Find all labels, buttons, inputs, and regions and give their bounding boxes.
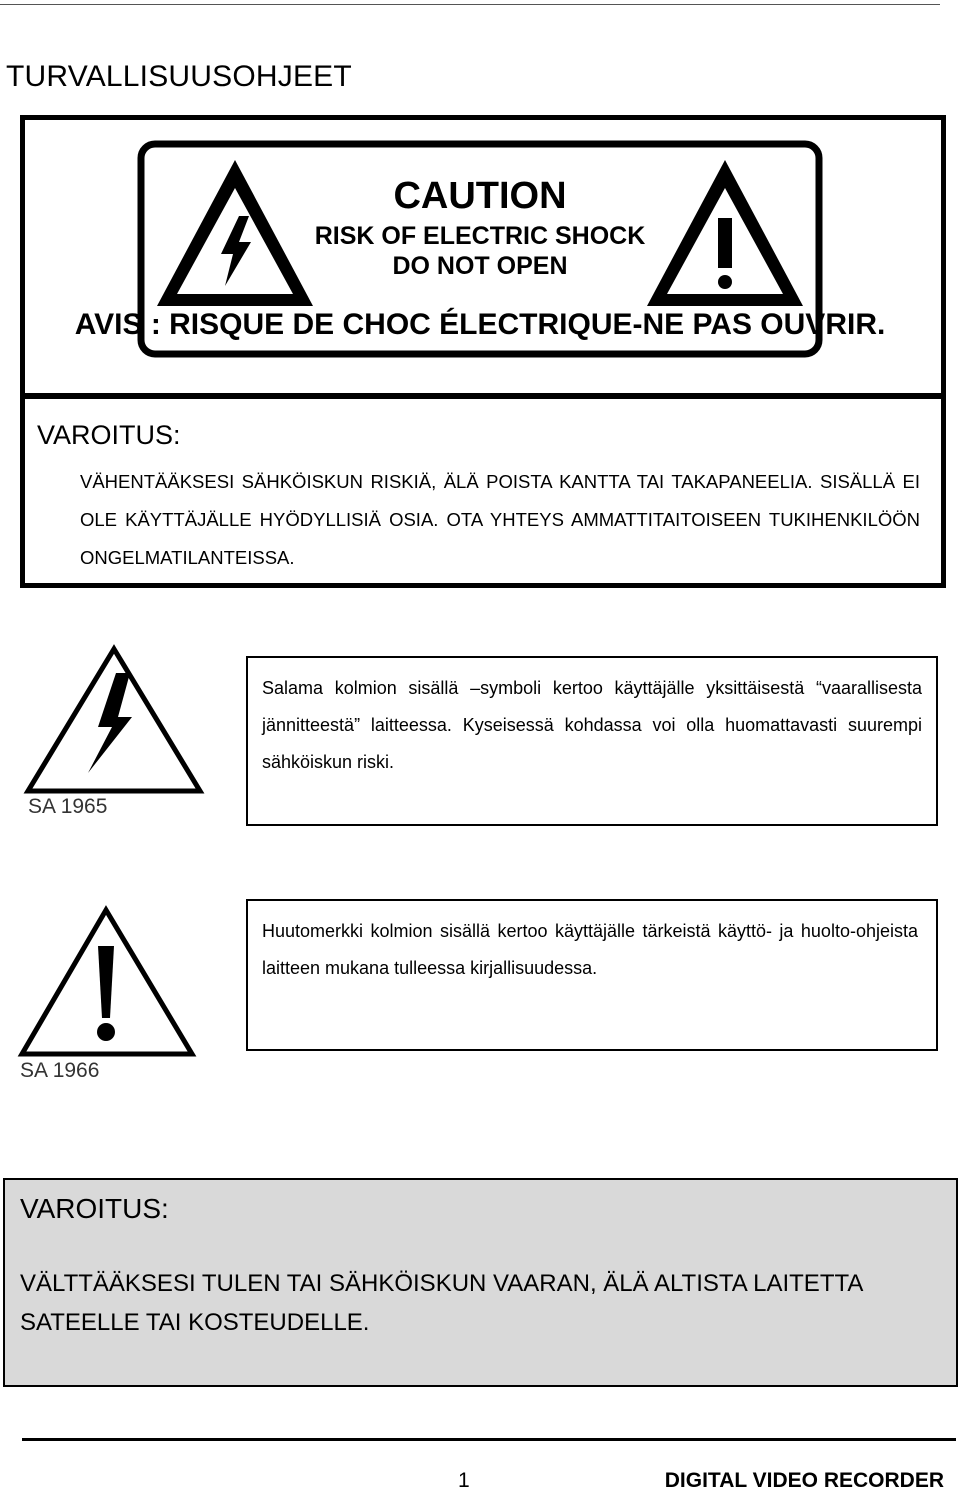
- warning2-box: [3, 1178, 958, 1387]
- page-number: 1: [458, 1469, 470, 1492]
- page-title: TURVALLISUUSOHJEET: [6, 60, 352, 93]
- exclamation-symbol-code: SA 1966: [20, 1059, 100, 1082]
- caution-divider: [25, 393, 941, 399]
- caution-heading: CAUTION: [393, 175, 567, 217]
- warning1-body: VÄHENTÄÄKSESI SÄHKÖISKUN RISKIÄ, ÄLÄ POISTA KANTTA TAI TAKAPANEELIA. SISÄLLÄ EI OLE KÄYTTÄJÄLLE HYÖDYLLISIÄ OSIA. OTA YHTEYS AMMATTITAITOISEEN TUKIHENKILÖÖN ONGELMATILANTEISSA.: [80, 471, 920, 568]
- caution-line1: RISK OF ELECTRIC SHOCK: [314, 222, 646, 250]
- exclamation-description: Huutomerkki kolmion sisällä kertoo käyttäjälle tärkeistä käyttö- ja huolto-ohjeista laitteen mukana tulleessa kirjallisuudessa.: [262, 921, 918, 978]
- caution-line3: AVIS : RISQUE DE CHOC ÉLECTRIQUE-NE PAS OUVRIR.: [74, 308, 886, 341]
- caution-box: [20, 115, 946, 588]
- warning2-heading: VAROITUS:: [20, 1193, 169, 1224]
- exclamation-triangle-icon: [18, 906, 198, 1058]
- lightning-triangle-icon: [24, 645, 204, 795]
- warning2-body: VÄLTTÄÄKSESI TULEN TAI SÄHKÖISKUN VAARAN, ÄLÄ ALTISTA LAITETTA SATEELLE TAI KOSTEUDELLE.: [20, 1270, 863, 1336]
- lightning-description-box: [246, 656, 938, 826]
- warning1-heading: VAROITUS:: [37, 420, 181, 450]
- caution-label: [74, 138, 886, 360]
- footer-rule: [22, 1438, 956, 1441]
- caution-line2: DO NOT OPEN: [392, 252, 568, 280]
- top-rule: [0, 4, 940, 5]
- lightning-symbol-code: SA 1965: [28, 795, 108, 818]
- exclamation-description-box: [246, 899, 938, 1051]
- product-name: DIGITAL VIDEO RECORDER: [664, 1469, 944, 1492]
- lightning-description: Salama kolmion sisällä –symboli kertoo käyttäjälle yksittäisestä “vaarallisesta jännitteestä” laitteessa. Kyseisessä kohdassa voi olla huomattavasti suurempi sähköiskun riski.: [262, 678, 922, 772]
